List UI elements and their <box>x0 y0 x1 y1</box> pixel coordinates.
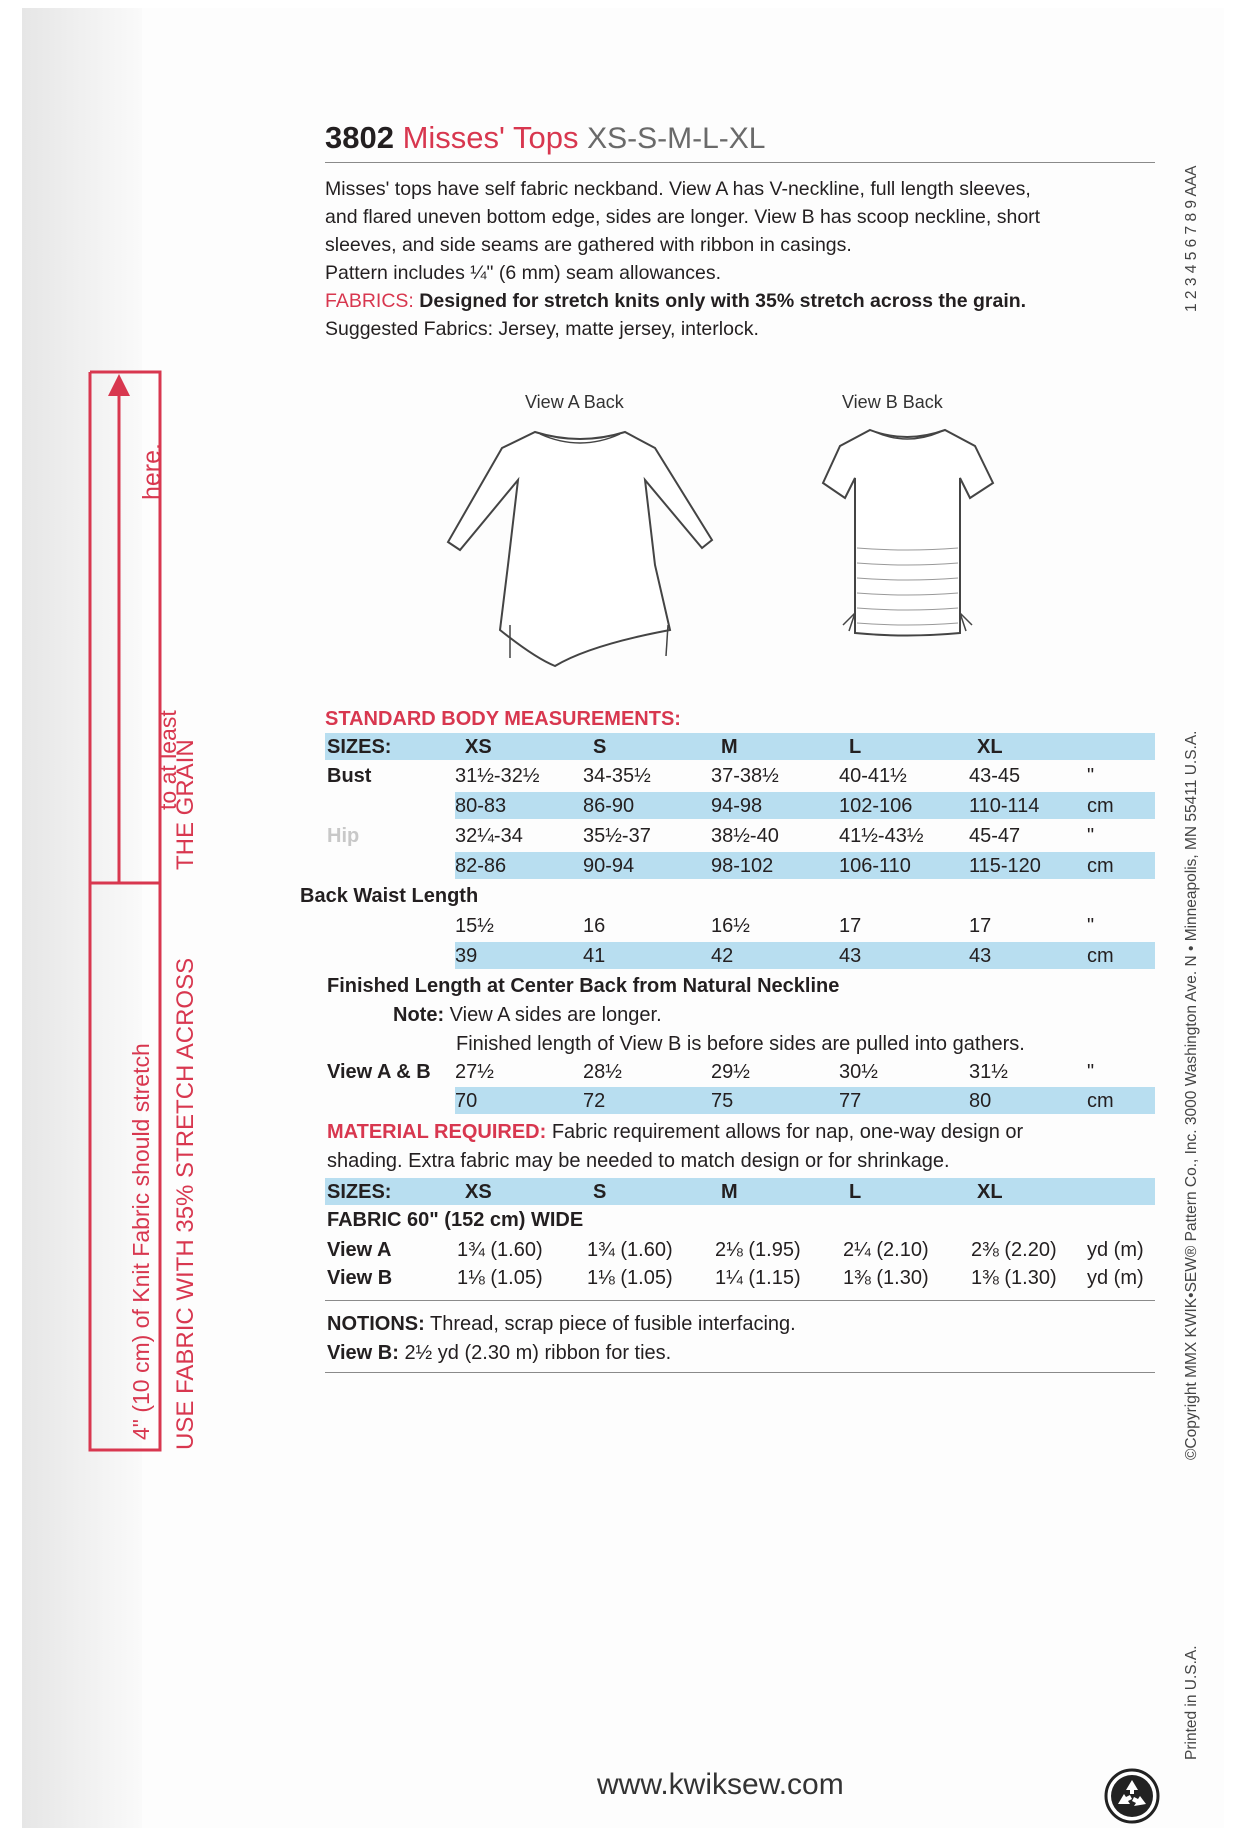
description-line: Misses' tops have self fabric neckband. View A has V-neckline, full length sleeves, <box>325 178 1031 200</box>
fabrics-line <box>325 287 1160 315</box>
fabric-width-label: FABRIC 60" (152 cm) WIDE <box>327 1209 584 1231</box>
finished-length-inch-row <box>325 1058 1155 1085</box>
inch-unit: " <box>1087 825 1095 847</box>
notions-bottom-rule <box>325 1372 1155 1373</box>
size-s: S <box>593 1181 607 1203</box>
notions-view-b-text: 2½ yd (2.30 m) ribbon for ties. <box>404 1342 672 1364</box>
size-xs: XS <box>465 736 492 758</box>
inch-unit: " <box>1087 765 1095 787</box>
back-waist-cm-row <box>455 942 1155 969</box>
description-line: sleeves, and side seams are gathered with ribbon in casings. <box>325 234 852 256</box>
recycle-icon <box>1104 1768 1160 1824</box>
yd-unit: yd (m) <box>1087 1239 1144 1261</box>
table-cell: 35½-37 <box>583 825 651 847</box>
material-required <box>327 1118 1157 1176</box>
table-cell: 17 <box>969 915 992 937</box>
notions-rule <box>325 1300 1155 1301</box>
cm-unit: cm <box>1087 795 1114 817</box>
table-cell: 31½ <box>969 1061 1008 1083</box>
table-cell: 106-110 <box>839 855 911 877</box>
material-text-1: Fabric requirement allows for nap, one-way design or <box>551 1121 1024 1143</box>
stamp-text-grain: THE GRAIN <box>172 739 199 870</box>
table-cell: 40-41½ <box>839 765 907 787</box>
finished-length-note-2: Finished length of View B is before sides are pulled into gathers. <box>456 1033 1025 1055</box>
body-measurements-title: STANDARD BODY MEASUREMENTS: <box>325 708 681 730</box>
finished-length-cm-row <box>455 1087 1155 1114</box>
table-cell: 42 <box>711 945 734 967</box>
notions-view-b-label: View B: <box>327 1342 399 1364</box>
material-view-a-row <box>325 1236 1155 1263</box>
table-cell: 34-35½ <box>583 765 651 787</box>
stamp-text-at-least: to at least <box>155 710 181 810</box>
description-line: and flared uneven bottom edge, sides are longer. View B has scoop neckline, short <box>325 206 1041 228</box>
material-line-1 <box>327 1118 1157 1147</box>
table-cell: 1⅜ (1.30) <box>971 1267 1057 1289</box>
back-waist-label-row <box>300 882 1130 909</box>
material-sizes-row <box>325 1178 1155 1205</box>
pattern-name: Misses' Tops <box>402 120 579 155</box>
note-text: View A sides are longer. <box>449 1004 662 1026</box>
table-cell: 1⅛ (1.05) <box>587 1267 673 1289</box>
table-cell: 1¼ (1.15) <box>715 1267 801 1289</box>
table-cell: 90-94 <box>583 855 635 877</box>
table-cell: 16 <box>583 915 606 937</box>
stretch-arrow-head <box>108 374 130 396</box>
table-cell: 17 <box>839 915 862 937</box>
finished-length-title: Finished Length at Center Back from Natural Neckline <box>327 975 840 997</box>
size-l: L <box>849 736 862 758</box>
table-cell: 77 <box>839 1090 862 1112</box>
table-cell: 80 <box>969 1090 992 1112</box>
table-cell: 82-86 <box>455 855 507 877</box>
table-cell: 94-98 <box>711 795 763 817</box>
table-cell: 102-106 <box>839 795 913 817</box>
finished-length-note <box>393 1004 662 1027</box>
size-xl: XL <box>977 1181 1003 1203</box>
view-a-top-outline <box>448 432 712 666</box>
hip-label: Hip <box>327 825 360 847</box>
table-cell: 1⅛ (1.05) <box>457 1267 543 1289</box>
size-m: M <box>721 1181 738 1203</box>
stamp-text-use-fabric: USE FABRIC WITH 35% STRETCH ACROSS <box>172 957 199 1450</box>
table-cell: 98-102 <box>711 855 774 877</box>
table-cell: 39 <box>455 945 478 967</box>
table-cell: 45-47 <box>969 825 1021 847</box>
size-m: M <box>721 736 738 758</box>
notions-label: NOTIONS: <box>327 1313 425 1335</box>
view-b-top-outline <box>823 430 993 636</box>
pattern-title <box>325 120 765 156</box>
table-cell: 70 <box>455 1090 478 1112</box>
view-b-label: View B Back <box>842 392 943 412</box>
notions-line <box>327 1310 796 1339</box>
hip-cm-row <box>455 852 1155 879</box>
suggested-fabrics: Suggested Fabrics: Jersey, matte jersey, interlock. <box>325 318 759 340</box>
notions-text: Thread, scrap piece of fusible interfacing. <box>429 1313 796 1335</box>
table-cell: 43-45 <box>969 765 1021 787</box>
bust-label: Bust <box>327 765 372 787</box>
table-cell: 41 <box>583 945 606 967</box>
fabrics-text: Designed for stretch knits only with 35% stretch across the grain. <box>419 290 1027 312</box>
size-range: XS-S-M-L-XL <box>587 122 766 155</box>
table-cell: 38½-40 <box>711 825 779 847</box>
description-line: Pattern includes ¼" (6 mm) seam allowances. <box>325 262 721 284</box>
bust-inch-row <box>325 762 1155 789</box>
table-cell: 29½ <box>711 1061 750 1083</box>
notions-view-b-line <box>327 1339 796 1368</box>
table-cell: 72 <box>583 1090 606 1112</box>
table-cell: 37-38½ <box>711 765 779 787</box>
table-cell: 86-90 <box>583 795 635 817</box>
yd-unit: yd (m) <box>1087 1267 1144 1289</box>
table-cell: 31½-32½ <box>455 765 540 787</box>
header-rule <box>325 162 1155 163</box>
table-cell: 2⅛ (1.95) <box>715 1239 801 1261</box>
size-xs: XS <box>465 1181 492 1203</box>
size-xl: XL <box>977 736 1003 758</box>
size-s: S <box>593 736 607 758</box>
table-cell: 43 <box>969 945 992 967</box>
back-waist-inch-row <box>325 912 1155 939</box>
table-cell: 1¾ (1.60) <box>457 1239 543 1261</box>
back-waist-label: Back Waist Length <box>300 885 479 907</box>
table-cell: 43 <box>839 945 862 967</box>
inch-unit: " <box>1087 915 1095 937</box>
notions <box>327 1310 796 1368</box>
table-cell: 110-114 <box>969 795 1040 817</box>
table-cell: 1⅜ (1.30) <box>843 1267 929 1289</box>
table-cell: 16½ <box>711 915 750 937</box>
description <box>325 175 1160 343</box>
sizes-label: SIZES: <box>327 1181 392 1203</box>
table-cell: 2⅜ (2.20) <box>971 1239 1057 1261</box>
table-cell: 2¼ (2.10) <box>843 1239 929 1261</box>
fabrics-label: FABRICS: <box>325 290 414 312</box>
copyright-text: ©Copyright MMX KWIK•SEW® Pattern Co., Inc. 3000 Washington Ave. N • Minneapolis, MN 55411 U.S.A. <box>1183 730 1200 1460</box>
cm-unit: cm <box>1087 1090 1114 1112</box>
print-code: 1 2 3 4 5 6 7 8 9 AAA <box>1183 165 1200 312</box>
website-url[interactable]: www.kwiksew.com <box>597 1768 844 1801</box>
table-cell: 41½-43½ <box>839 825 924 847</box>
hip-inch-row <box>325 822 1155 849</box>
material-label: MATERIAL REQUIRED: <box>327 1121 547 1143</box>
note-label: Note: <box>393 1004 445 1026</box>
table-cell: 75 <box>711 1090 734 1112</box>
view-a-illustration <box>440 420 720 680</box>
table-cell: 32¼-34 <box>455 825 523 847</box>
view-b-illustration <box>815 418 1000 658</box>
table-cell: 30½ <box>839 1061 878 1083</box>
sizes-header-row <box>325 733 1155 760</box>
bust-cm-row <box>455 792 1155 819</box>
table-cell: 27½ <box>455 1061 494 1083</box>
view-a-label: View A <box>327 1239 392 1261</box>
view-b-label: View B <box>327 1267 393 1289</box>
view-a-label: View A Back <box>525 392 624 412</box>
printed-in-usa: Printed in U.S.A. <box>1183 1645 1200 1760</box>
material-view-b-row <box>325 1264 1155 1291</box>
cm-unit: cm <box>1087 945 1114 967</box>
cm-unit: cm <box>1087 855 1114 877</box>
size-l: L <box>849 1181 862 1203</box>
table-cell: 1¾ (1.60) <box>587 1239 673 1261</box>
table-cell: 28½ <box>583 1061 622 1083</box>
table-cell: 115-120 <box>969 855 1041 877</box>
stretch-gauge-stamp <box>70 368 180 1468</box>
material-text-2: shading. Extra fabric may be needed to match design or for shrinkage. <box>327 1150 950 1172</box>
table-cell: 80-83 <box>455 795 507 817</box>
sizes-label: SIZES: <box>327 736 392 758</box>
pattern-number: 3802 <box>325 120 394 155</box>
table-cell: 15½ <box>455 915 494 937</box>
stamp-text-stretch: 4" (10 cm) of Knit Fabric should stretch <box>128 1043 154 1440</box>
stamp-text-here: here. <box>138 443 166 500</box>
inch-unit: " <box>1087 1061 1095 1083</box>
view-a-b-label: View A & B <box>327 1061 431 1083</box>
